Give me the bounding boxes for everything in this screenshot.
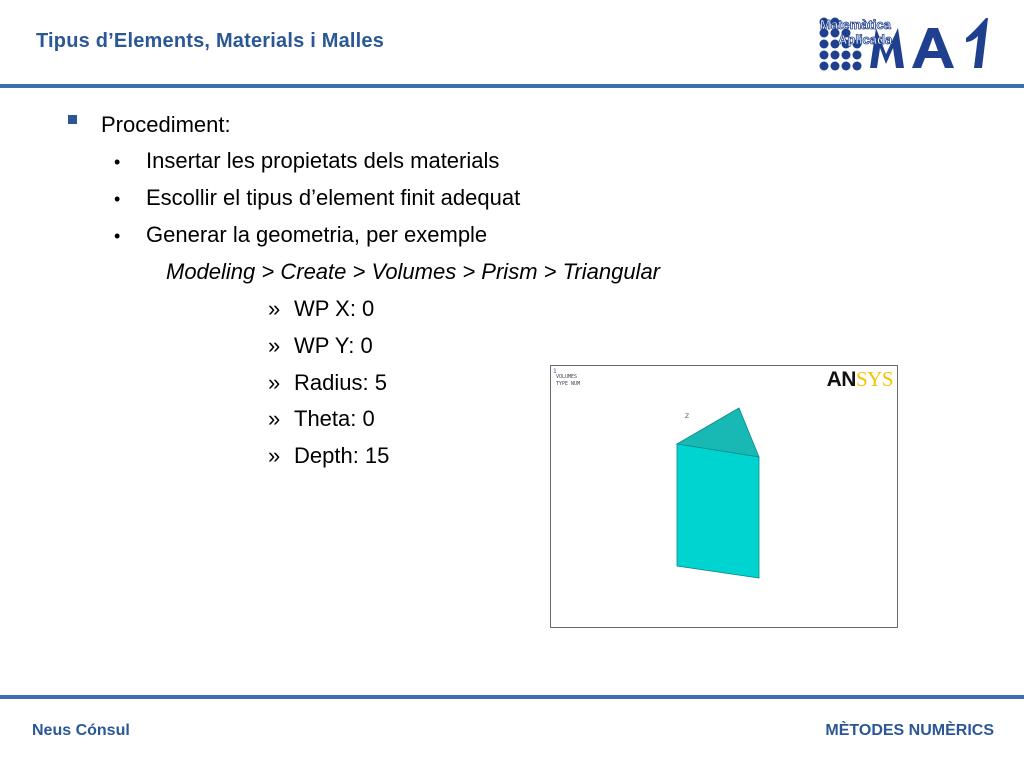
param-item: WP X: 0	[294, 296, 375, 321]
param-item: Radius: 5	[294, 370, 387, 395]
ansys-screenshot	[550, 365, 898, 628]
ansys-marker: 1	[553, 368, 557, 375]
param-item: Depth: 15	[294, 443, 390, 468]
footer-author: Neus Cónsul	[32, 722, 130, 739]
ansys-logo-sys: SYS	[855, 367, 893, 391]
ansys-logo-an: AN	[826, 368, 856, 391]
param-marker: »	[268, 443, 281, 468]
axis-marker: Z	[685, 413, 690, 420]
bullet-marker: •	[114, 189, 121, 209]
logo-text-line2: Aplicada	[838, 32, 893, 47]
param-marker: »	[268, 296, 281, 321]
bullet-marker: •	[114, 152, 121, 172]
footer-rule	[0, 695, 1024, 699]
param-item: WP Y: 0	[294, 333, 373, 358]
heading-line: Procediment:	[101, 112, 231, 137]
param-marker: »	[268, 333, 281, 358]
logo-text-line1: Matemàtica	[820, 17, 891, 32]
prism-drawing	[551, 366, 897, 627]
slide-title: Tipus d’Elements, Materials i Malles	[36, 30, 385, 52]
prism-front-face	[677, 444, 759, 578]
param-marker: »	[268, 370, 281, 395]
bullet-item: Generar la geometria, per exemple	[146, 222, 488, 247]
param-marker: »	[268, 406, 281, 431]
bullet-item: Escollir el tipus d’element finit adequat	[146, 185, 521, 210]
footer-course: MÈTODES NUMÈRICS	[825, 722, 994, 739]
bullet-item: Insertar les propietats dels materials	[146, 148, 500, 173]
ansys-info-line1: VOLUMES	[556, 374, 578, 380]
square-bullet	[68, 115, 77, 124]
param-item: Theta: 0	[294, 406, 375, 431]
menu-path: Modeling > Create > Volumes > Prism > Triangular	[166, 259, 661, 284]
bullet-marker: •	[114, 226, 121, 246]
ansys-info-line2: TYPE NUM	[556, 381, 581, 387]
